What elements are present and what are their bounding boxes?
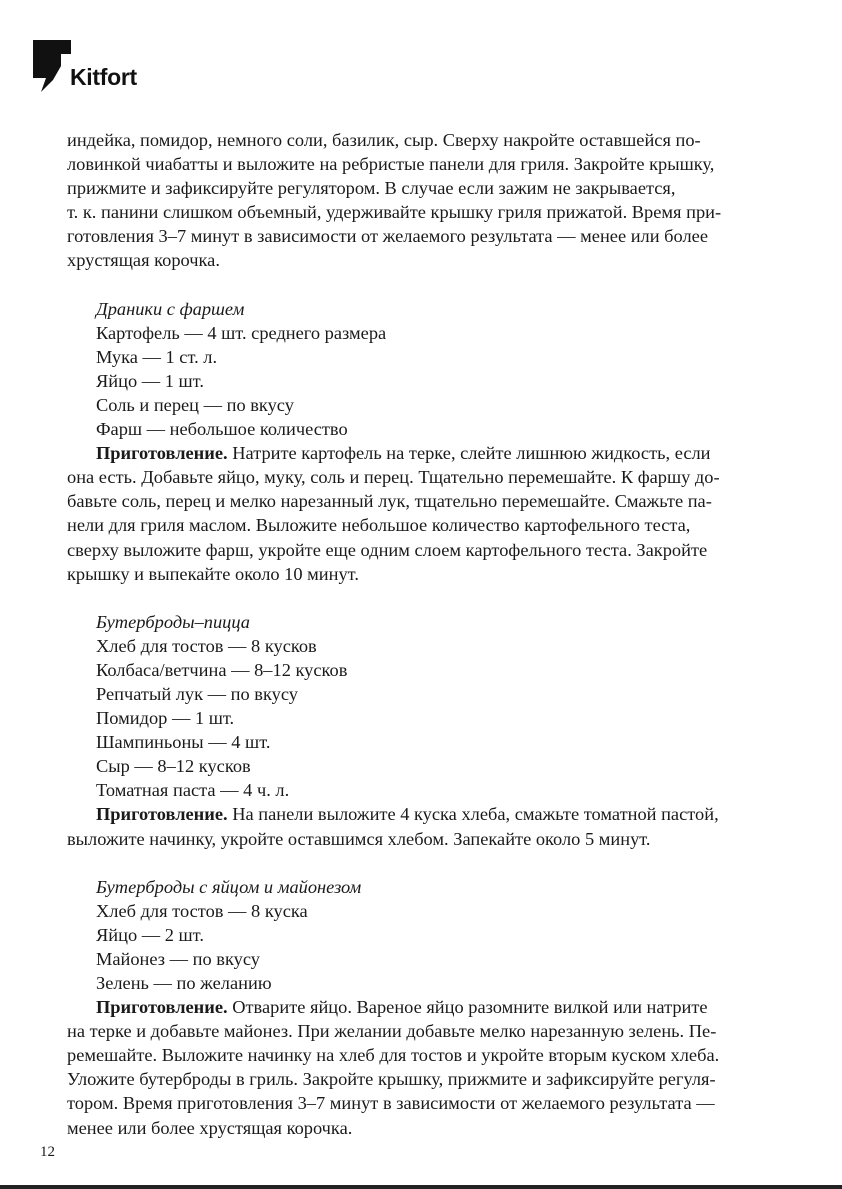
text-line: она есть. Добавьте яйцо, муку, соль и перец. Тщательно перемешайте. К фаршу до-: [67, 467, 720, 488]
text-line: на терке и добавьте майонез. При желании добавьте мелко нарезанную зелень. Пе-: [67, 1021, 717, 1042]
prep-text: Натрите картофель на терке, слейте лишнюю жидкость, если: [227, 443, 711, 464]
ingredient-item: Сыр — 8–12 кусков: [96, 756, 251, 777]
ingredient-item: Хлеб для тостов — 8 куска: [96, 900, 308, 921]
ingredient-item: Помидор — 1 шт.: [96, 708, 235, 729]
ingredient-item: Картофель — 4 шт. среднего размера: [96, 322, 387, 343]
ingredient-item: Томатная паста — 4 ч. л.: [96, 780, 290, 801]
recipe-draniki: [67, 297, 779, 586]
ingredient-item: Соль и перец — по вкусу: [96, 394, 294, 415]
prep-label: Приготовление.: [96, 997, 228, 1018]
prep-text: Отварите яйцо. Вареное яйцо разомните вилкой или натрите: [227, 997, 708, 1018]
text-line: индейка, помидор, немного соли, базилик, сыр. Сверху накройте оставшейся по-: [67, 130, 701, 150]
intro-paragraph: [67, 128, 779, 273]
ingredient-item: Зелень — по желанию: [96, 973, 272, 993]
recipe-title: Бутерброды с яйцом и майонезом: [96, 876, 362, 897]
ingredient-item: Колбаса/ветчина — 8–12 кусков: [96, 659, 348, 680]
text-line: [67, 995, 779, 1019]
text-line: [67, 441, 779, 465]
text-line: ловинкой чиабатты и выложите на ребристые панели для гриля. Закройте крышку,: [67, 154, 715, 175]
ingredient-item: Майонез — по вкусу: [96, 948, 260, 969]
ingredient-item: Фарш — небольшое количество: [96, 419, 348, 440]
preparation-text: [67, 995, 779, 1140]
text-line: сверху выложите фарш, укройте еще одним слоем картофельного теста. Закройте: [67, 539, 708, 560]
preparation-text: [67, 441, 779, 586]
text-line: [67, 802, 779, 826]
ingredient-item: Мука — 1 ст. л.: [96, 346, 218, 367]
text-line: выложите начинку, укройте оставшимся хлебом. Запекайте около 5 минут.: [67, 828, 651, 849]
text-line: нели для гриля маслом. Выложите небольшое количество картофельного теста,: [67, 515, 691, 536]
ingredient-item: Хлеб для тостов — 8 кусков: [96, 635, 317, 656]
recipe-egg-sandwich: [67, 875, 779, 1140]
text-line: ремешайте. Выложите начинку на хлеб для тостов и укройте вторым куском хлеба.: [67, 1045, 720, 1066]
preparation-text: [67, 802, 779, 850]
bottom-divider: [0, 1185, 842, 1189]
page-content: [67, 128, 779, 1140]
prep-text: На панели выложите 4 куска хлеба, смажьте томатной пастой,: [227, 804, 719, 825]
recipe-title: Бутерброды–пицца: [96, 611, 250, 632]
prep-label: Приготовление.: [96, 804, 228, 825]
text-line: Уложите бутерброды в гриль. Закройте крышку, прижмите и зафиксируйте регуля-: [67, 1069, 716, 1090]
page-number: 12: [40, 1144, 55, 1160]
text-line: т. к. панини слишком объемный, удерживайте крышку гриля прижатой. Время при-: [67, 202, 722, 223]
text-line: тором. Время приготовления 3–7 минут в зависимости от желаемого результата —: [67, 1093, 715, 1114]
text-line: прижмите и зафиксируйте регулятором. В случае если зажим не закрывается,: [67, 178, 676, 199]
text-line: менее или более хрустящая корочка.: [67, 1117, 353, 1138]
text-line: бавьте соль, перец и мелко нарезанный лук, тщательно перемешайте. Смажьте па-: [67, 491, 712, 512]
ingredient-item: Шампиньоны — 4 шт.: [96, 732, 271, 753]
kitfort-logo-icon: [33, 40, 71, 92]
kitfort-logo: [33, 40, 153, 92]
ingredient-item: Яйцо — 2 шт.: [96, 924, 204, 945]
text-line: хрустящая корочка.: [67, 250, 220, 271]
ingredient-item: Яйцо — 1 шт.: [96, 370, 204, 391]
recipe-sandwich-pizza: [67, 610, 779, 851]
prep-label: Приготовление.: [96, 443, 228, 464]
text-line: готовления 3–7 минут в зависимости от желаемого результата — менее или более: [67, 226, 708, 247]
ingredient-item: Репчатый лук — по вкусу: [96, 683, 298, 704]
brand-name: Kitfort: [70, 64, 137, 90]
recipe-title: Драники с фаршем: [96, 298, 245, 319]
text-line: крышку и выпекайте около 10 минут.: [67, 563, 359, 584]
